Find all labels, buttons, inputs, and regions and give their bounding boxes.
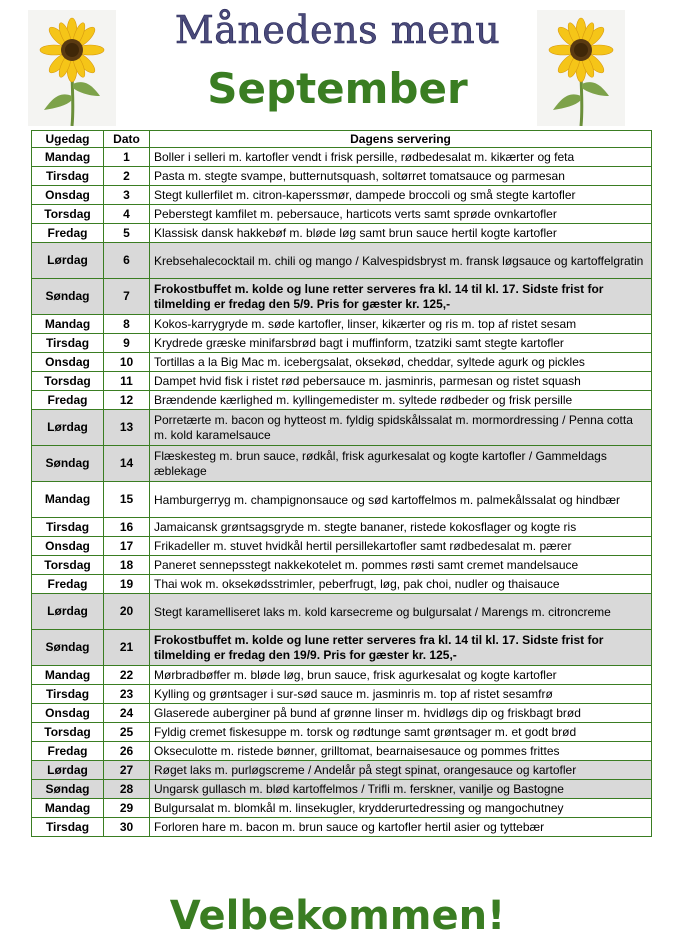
dish-cell: Røget laks m. purløgscreme / Andelår på stegt spinat, orangesauce og kartofler — [150, 761, 652, 780]
column-header-dish: Dagens servering — [150, 131, 652, 148]
dish-cell: Thai wok m. oksekødsstrimler, peberfrugt, løg, pak choi, nudler og thaisauce — [150, 575, 652, 594]
date-cell: 16 — [104, 518, 150, 537]
table-row — [32, 167, 652, 186]
column-header-weekday: Ugedag — [32, 131, 104, 148]
menu-table — [31, 130, 652, 837]
weekday-cell: Onsdag — [32, 704, 104, 723]
table-row — [32, 685, 652, 704]
dish-cell: Krebsehalecocktail m. chili og mango / Kalvespidsbryst m. fransk løgsauce og kartoffelgratin — [150, 243, 652, 279]
weekday-cell: Mandag — [32, 799, 104, 818]
dish-cell: Okseculotte m. ristede bønner, grilltomat, bearnaisesauce og pommes frittes — [150, 742, 652, 761]
weekday-cell: Tirsdag — [32, 685, 104, 704]
weekday-cell: Mandag — [32, 666, 104, 685]
date-cell: 20 — [104, 594, 150, 630]
date-cell: 6 — [104, 243, 150, 279]
weekday-cell: Fredag — [32, 575, 104, 594]
dish-cell: Jamaicansk grøntsagsgryde m. stegte bananer, ristede kokosflager og kogte ris — [150, 518, 652, 537]
weekday-cell: Torsdag — [32, 556, 104, 575]
dish-cell: Fyldig cremet fiskesuppe m. torsk og rødtunge samt grøntsager m. et godt brød — [150, 723, 652, 742]
weekday-cell: Mandag — [32, 315, 104, 334]
date-cell: 12 — [104, 391, 150, 410]
weekday-cell: Tirsdag — [32, 167, 104, 186]
table-row — [32, 704, 652, 723]
table-row — [32, 594, 652, 630]
page-header — [0, 0, 675, 126]
weekday-cell: Onsdag — [32, 353, 104, 372]
date-cell: 23 — [104, 685, 150, 704]
weekday-cell: Fredag — [32, 391, 104, 410]
dish-cell: Ungarsk gullasch m. blød kartoffelmos / Trifli m. ferskner, vanilje og Bastogne — [150, 780, 652, 799]
weekday-cell: Torsdag — [32, 372, 104, 391]
date-cell: 27 — [104, 761, 150, 780]
date-cell: 17 — [104, 537, 150, 556]
dish-cell: Peberstegt kamfilet m. pebersauce, harticots verts samt sprøde ovnkartofler — [150, 205, 652, 224]
dish-cell: Tortillas a la Big Mac m. icebergsalat, oksekød, cheddar, syltede agurk og pickles — [150, 353, 652, 372]
date-cell: 3 — [104, 186, 150, 205]
table-row — [32, 372, 652, 391]
dish-cell: Kylling og grøntsager i sur-sød sauce m. jasminris m. top af ristet sesamfrø — [150, 685, 652, 704]
date-cell: 10 — [104, 353, 150, 372]
weekday-cell: Fredag — [32, 742, 104, 761]
weekday-cell: Lørdag — [32, 594, 104, 630]
table-row — [32, 742, 652, 761]
date-cell: 11 — [104, 372, 150, 391]
table-row — [32, 391, 652, 410]
date-cell: 18 — [104, 556, 150, 575]
date-cell: 14 — [104, 446, 150, 482]
dish-cell: Mørbradbøffer m. bløde løg, brun sauce, frisk agurkesalat og kogte kartofler — [150, 666, 652, 685]
dish-cell: Glaserede auberginer på bund af grønne linser m. hvidløgs dip og friskbagt brød — [150, 704, 652, 723]
date-cell: 4 — [104, 205, 150, 224]
date-cell: 25 — [104, 723, 150, 742]
weekday-cell: Torsdag — [32, 723, 104, 742]
table-row — [32, 410, 652, 446]
dish-cell: Flæskesteg m. brun sauce, rødkål, frisk agurkesalat og kogte kartofler / Gammeldags æblekage — [150, 446, 652, 482]
table-row — [32, 799, 652, 818]
dish-cell: Klassisk dansk hakkebøf m. bløde løg samt brun sauce hertil kogte kartofler — [150, 224, 652, 243]
dish-cell: Stegt kullerfilet m. citron-kaperssmør, dampede broccoli og små stegte kartofler — [150, 186, 652, 205]
dish-cell: Krydrede græske minifarsbrød bagt i muffinform, tzatziki samt stegte kartofler — [150, 334, 652, 353]
date-cell: 26 — [104, 742, 150, 761]
dish-cell: Stegt karamelliseret laks m. kold karsecreme og bulgursalat / Marengs m. citroncreme — [150, 594, 652, 630]
weekday-cell: Mandag — [32, 482, 104, 518]
weekday-cell: Søndag — [32, 780, 104, 799]
date-cell: 22 — [104, 666, 150, 685]
dish-cell: Bulgursalat m. blomkål m. linsekugler, krydderurtedressing og mangochutney — [150, 799, 652, 818]
weekday-cell: Søndag — [32, 630, 104, 666]
table-row — [32, 818, 652, 837]
table-row — [32, 353, 652, 372]
table-row — [32, 205, 652, 224]
weekday-cell: Fredag — [32, 224, 104, 243]
table-row — [32, 630, 652, 666]
dish-cell: Kokos-karrygryde m. søde kartofler, linser, kikærter og ris m. top af ristet sesam — [150, 315, 652, 334]
weekday-cell: Tirsdag — [32, 334, 104, 353]
weekday-cell: Lørdag — [32, 410, 104, 446]
table-row — [32, 186, 652, 205]
weekday-cell: Mandag — [32, 148, 104, 167]
dish-cell: Hamburgerryg m. champignonsauce og sød kartoffelmos m. palmekålssalat og hindbær — [150, 482, 652, 518]
table-row — [32, 334, 652, 353]
dish-cell: Paneret sennepsstegt nakkekotelet m. pommes røsti samt cremet mandelsauce — [150, 556, 652, 575]
table-row — [32, 780, 652, 799]
table-row — [32, 243, 652, 279]
weekday-cell: Torsdag — [32, 205, 104, 224]
date-cell: 7 — [104, 279, 150, 315]
table-row — [32, 482, 652, 518]
date-cell: 19 — [104, 575, 150, 594]
date-cell: 2 — [104, 167, 150, 186]
table-row — [32, 723, 652, 742]
table-row — [32, 761, 652, 780]
weekday-cell: Søndag — [32, 279, 104, 315]
date-cell: 9 — [104, 334, 150, 353]
weekday-cell: Søndag — [32, 446, 104, 482]
footer-greeting: Velbekommen! — [169, 893, 506, 939]
table-row — [32, 446, 652, 482]
table-row — [32, 575, 652, 594]
weekday-cell: Lørdag — [32, 243, 104, 279]
date-cell: 29 — [104, 799, 150, 818]
dish-cell: Brændende kærlighed m. kyllingemedister m. syltede rødbeder og frisk persille — [150, 391, 652, 410]
dish-cell: Dampet hvid fisk i ristet rød pebersauce m. jasminris, parmesan og ristet squash — [150, 372, 652, 391]
date-cell: 5 — [104, 224, 150, 243]
date-cell: 8 — [104, 315, 150, 334]
weekday-cell: Tirsdag — [32, 818, 104, 837]
date-cell: 21 — [104, 630, 150, 666]
weekday-cell: Onsdag — [32, 537, 104, 556]
table-row — [32, 518, 652, 537]
menu-table-body — [32, 148, 652, 837]
date-cell: 1 — [104, 148, 150, 167]
table-header-row — [32, 131, 652, 148]
table-row — [32, 224, 652, 243]
weekday-cell: Tirsdag — [32, 518, 104, 537]
sunflower-icon — [537, 10, 625, 126]
table-row — [32, 315, 652, 334]
dish-cell: Frokostbuffet m. kolde og lune retter serveres fra kl. 14 til kl. 17. Sidste frist for tilmelding er fredag den 19/9. Pris for gæster kr. 125,- — [150, 630, 652, 666]
date-cell: 30 — [104, 818, 150, 837]
dish-cell: Pasta m. stegte svampe, butternutsquash, soltørret tomatsauce og parmesan — [150, 167, 652, 186]
date-cell: 13 — [104, 410, 150, 446]
dish-cell: Boller i selleri m. kartofler vendt i frisk persille, rødbedesalat m. kikærter og feta — [150, 148, 652, 167]
dish-cell: Frokostbuffet m. kolde og lune retter serveres fra kl. 14 til kl. 17. Sidste frist for tilmelding er fredag den 5/9. Pris for gæster kr. 125,- — [150, 279, 652, 315]
dish-cell: Porretærte m. bacon og hytteost m. fyldig spidskålssalat m. mormordressing / Penna cotta m. kold karamelsauce — [150, 410, 652, 446]
table-row — [32, 537, 652, 556]
dish-cell: Forloren hare m. bacon m. brun sauce og kartofler hertil asier og tyttebær — [150, 818, 652, 837]
date-cell: 15 — [104, 482, 150, 518]
weekday-cell: Onsdag — [32, 186, 104, 205]
column-header-date: Dato — [104, 131, 150, 148]
date-cell: 28 — [104, 780, 150, 799]
table-row — [32, 556, 652, 575]
month-heading: September — [207, 64, 468, 113]
table-row — [32, 148, 652, 167]
date-cell: 24 — [104, 704, 150, 723]
weekday-cell: Lørdag — [32, 761, 104, 780]
table-row — [32, 279, 652, 315]
table-row — [32, 666, 652, 685]
dish-cell: Frikadeller m. stuvet hvidkål hertil persillekartofler samt rødbedesalat m. pærer — [150, 537, 652, 556]
page-title: Månedens menu — [174, 8, 501, 52]
